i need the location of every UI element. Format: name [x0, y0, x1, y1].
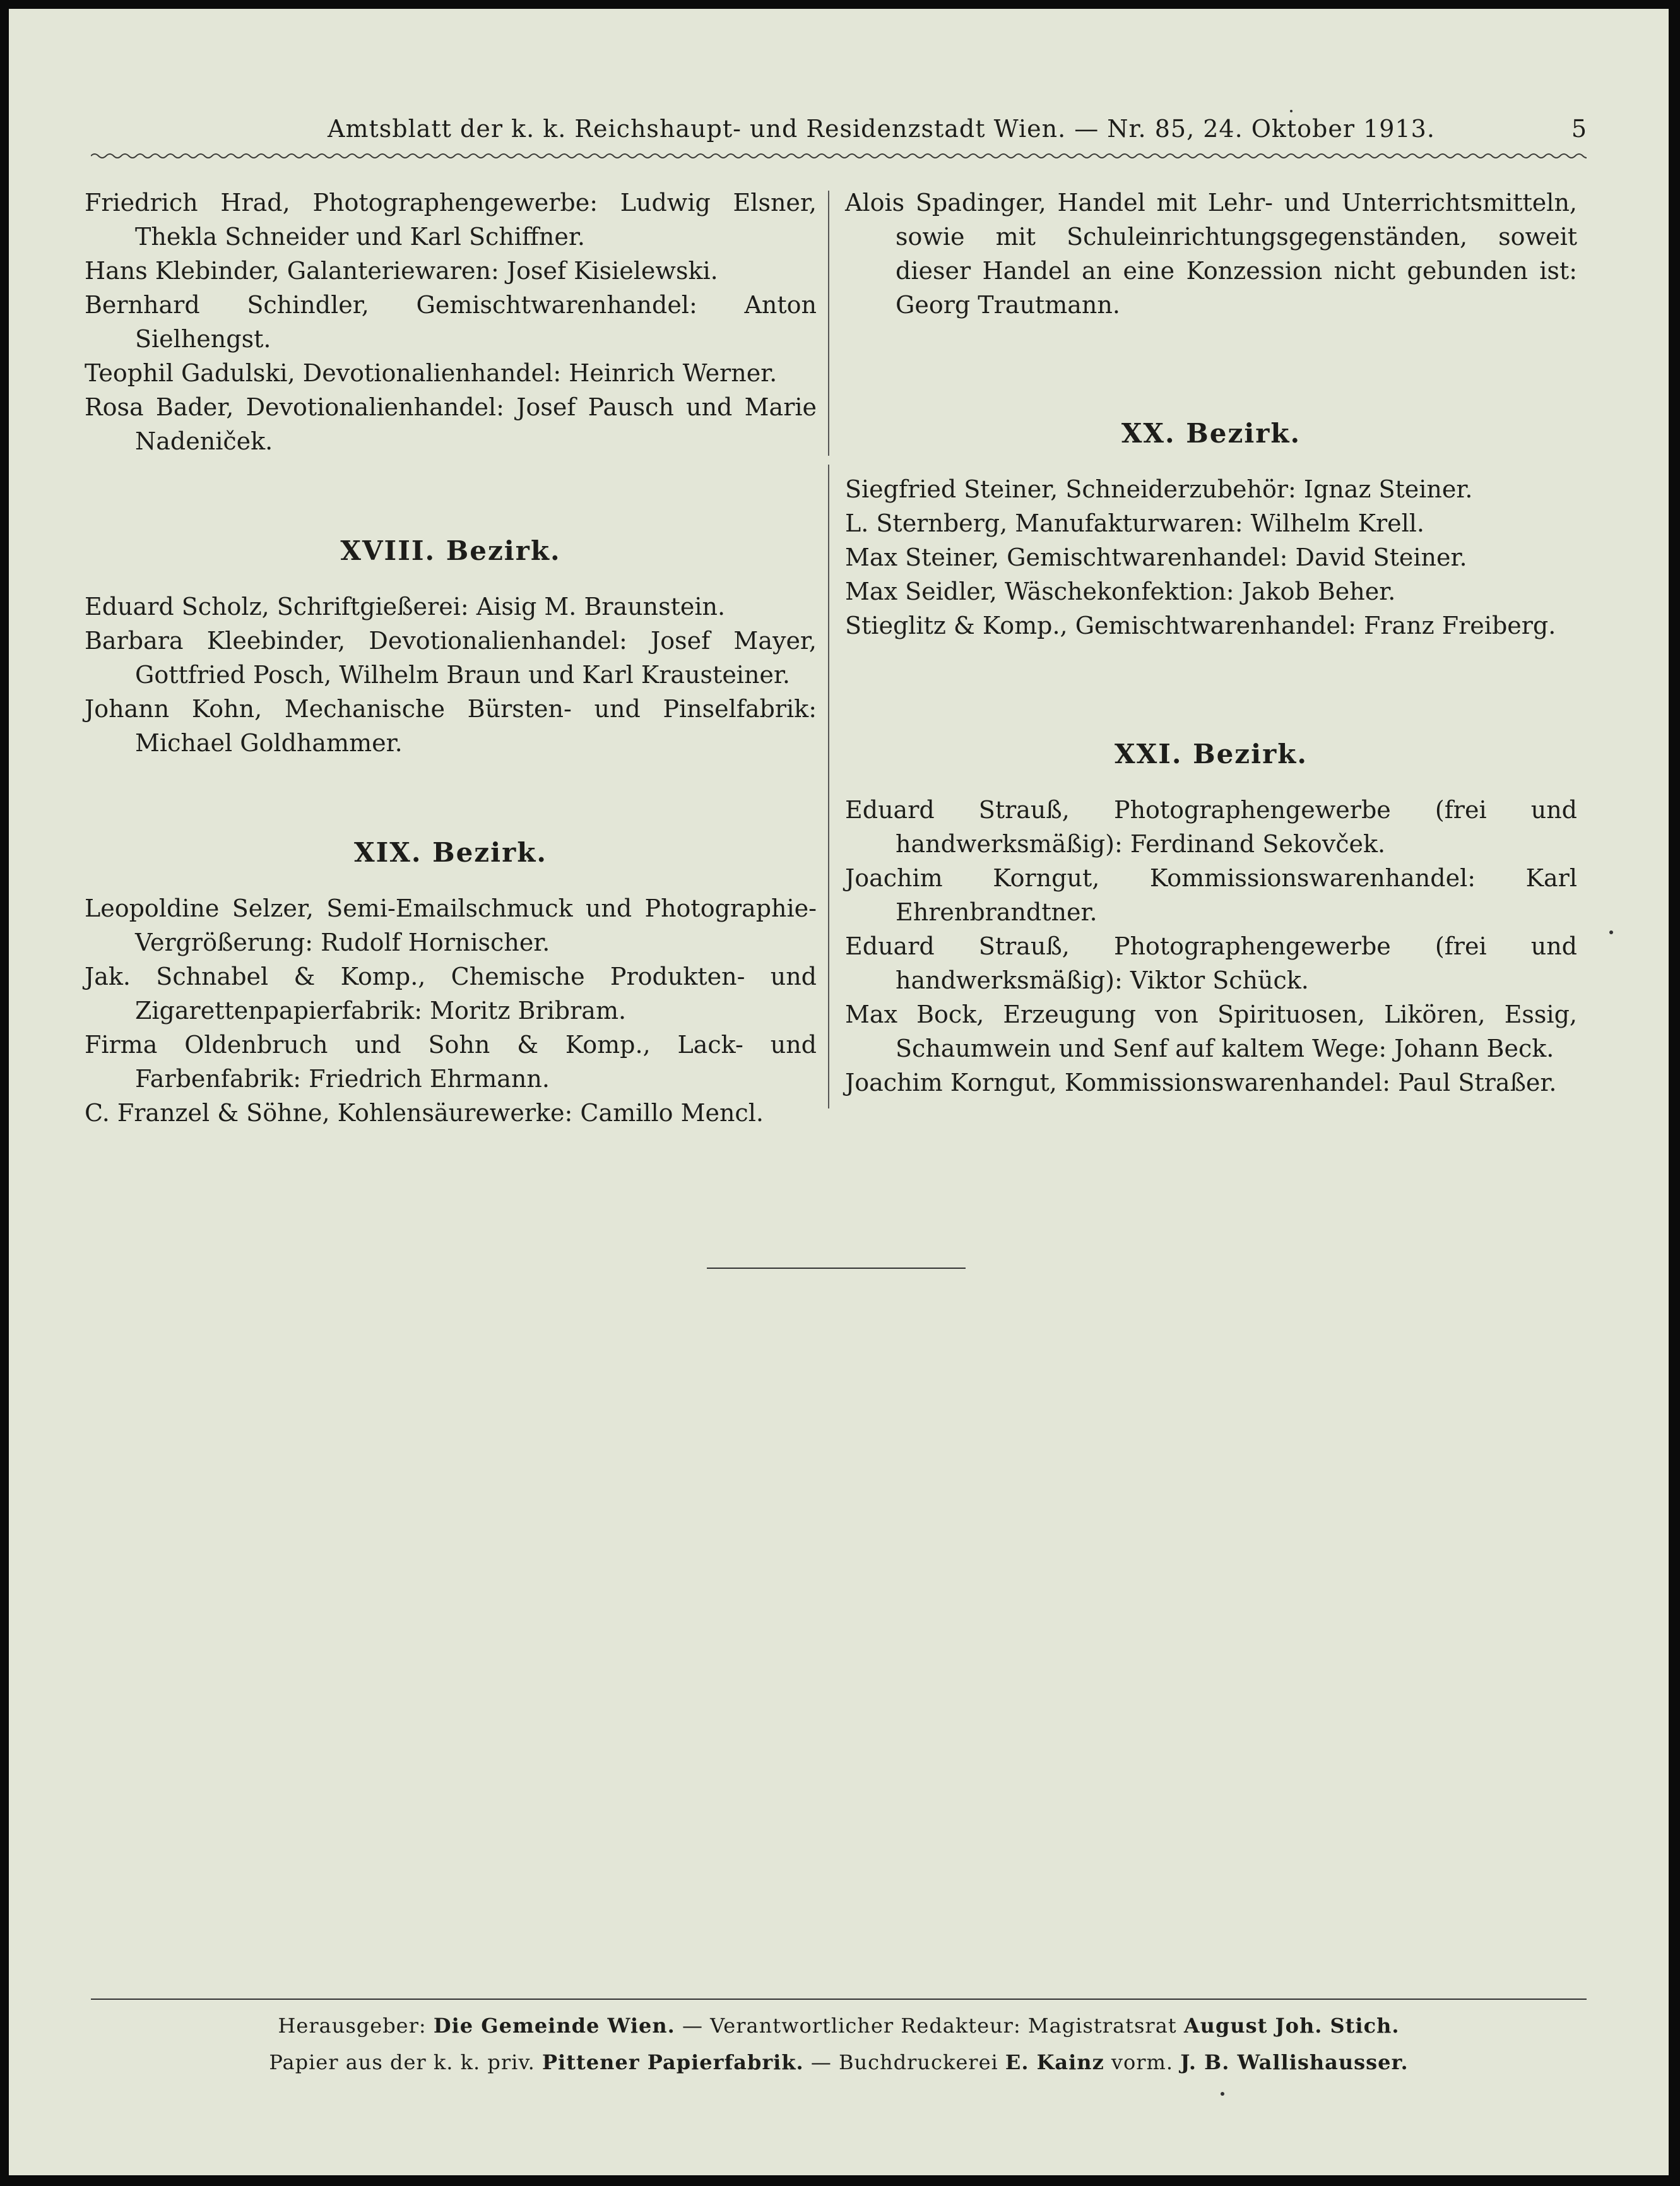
paper-speck [1609, 930, 1613, 934]
list-item: Leopoldine Selzer, Semi-Emailschmuck und Photographie-Vergrößerung: Rudolf Hornischer. [85, 894, 817, 956]
footer-line-1 [9, 2014, 1669, 2038]
column-divider-upper [828, 191, 829, 456]
list-item: C. Franzel & Söhne, Kohlensäurewerke: Camillo Mencl. [85, 1099, 764, 1127]
list-item: Siegfried Steiner, Schneiderzubehör: Ignaz Steiner. [845, 475, 1473, 503]
footer-printer-former: J. B. Wallishausser. [1180, 2050, 1409, 2074]
list-item: Eduard Scholz, Schriftgießerei: Aisig M. Braunstein. [85, 593, 726, 621]
paper-speck [1221, 2092, 1224, 2096]
header-wavy-rule [91, 151, 1587, 160]
column-divider-lower [828, 465, 829, 1108]
header-title: Amtsblatt der k. k. Reichshaupt- und Residenzstadt Wien. — Nr. 85, 24. Oktober 1913. [328, 115, 1435, 143]
list-item: Eduard Strauß, Photographengewerbe (frei und handwerksmäßig): Viktor Schück. [845, 932, 1577, 994]
list-item: Friedrich Hrad, Photographengewerbe: Ludwig Elsner, Thekla Schneider und Karl Schiffner. [85, 189, 817, 251]
right-column [845, 186, 1577, 1100]
list-item: Joachim Korngut, Kommissionswarenhandel: Karl Ehrenbrandtner. [845, 864, 1577, 926]
footer-publisher: Die Gemeinde Wien. [433, 2014, 675, 2038]
paper-speck [1290, 110, 1293, 112]
list-item: Eduard Strauß, Photographengewerbe (frei und handwerksmäßig): Ferdinand Sekovček. [845, 796, 1577, 858]
page-number: 5 [1571, 115, 1587, 143]
district-heading-19: XIX. Bezirk. [354, 837, 547, 868]
footer-text: Herausgeber: [278, 2014, 434, 2038]
footer-text: — Buchdruckerei [803, 2050, 1005, 2074]
footer-paper-mill: Pittener Papierfabrik. [541, 2050, 804, 2074]
footer-text: — Verantwortlicher Redakteur: Magistratsrat [675, 2014, 1184, 2038]
list-item: Stieglitz & Komp., Gemischtwarenhandel: Franz Freiberg. [845, 612, 1556, 639]
list-item: Johann Kohn, Mechanische Bürsten- und Pinselfabrik: Michael Goldhammer. [85, 695, 817, 757]
running-header [91, 115, 1587, 153]
footer-editor: August Joh. Stich. [1183, 2014, 1400, 2038]
end-rule [707, 1268, 966, 1269]
list-item: Max Bock, Erzeugung von Spirituosen, Likören, Essig, Schaumwein und Senf auf kaltem Wege: Johann Beck. [845, 1001, 1577, 1062]
page [9, 9, 1669, 2175]
list-item: Max Seidler, Wäschekonfektion: Jakob Beher. [845, 578, 1396, 605]
footer-text: Papier aus der k. k. priv. [269, 2050, 542, 2074]
list-item: Alois Spadinger, Handel mit Lehr- und Unterrichtsmitteln, sowie mit Schuleinrichtungsgegenständen, soweit dieser Handel an eine Konzession nicht gebunden ist: Georg Trautmann. [845, 189, 1577, 319]
list-item: Firma Oldenbruch und Sohn & Komp., Lack- und Farbenfabrik: Friedrich Ehrmann. [85, 1031, 817, 1093]
district-heading-21: XXI. Bezirk. [1115, 739, 1308, 769]
list-item: Rosa Bader, Devotionalienhandel: Josef Pausch und Marie Nadeniček. [85, 393, 817, 455]
list-item: Max Steiner, Gemischtwarenhandel: David Steiner. [845, 544, 1467, 571]
list-item: Bernhard Schindler, Gemischtwarenhandel: Anton Sielhengst. [85, 291, 817, 353]
list-item: L. Sternberg, Manufakturwaren: Wilhelm Krell. [845, 509, 1424, 537]
list-item: Barbara Kleebinder, Devotionalienhandel: Josef Mayer, Gottfried Posch, Wilhelm Braun und Karl Krausteiner. [85, 627, 817, 689]
district-heading-18: XVIII. Bezirk. [340, 535, 561, 566]
district-heading-20: XX. Bezirk. [1121, 418, 1301, 449]
footer-rule [91, 1999, 1587, 2000]
footer-printer: E. Kainz [1005, 2050, 1104, 2074]
list-item: Jak. Schnabel & Komp., Chemische Produkten- und Zigarettenpapierfabrik: Moritz Bribram. [85, 963, 817, 1025]
left-column [85, 186, 817, 1130]
list-item: Hans Klebinder, Galanteriewaren: Josef Kisielewski. [85, 257, 718, 285]
list-item: Teophil Gadulski, Devotionalienhandel: Heinrich Werner. [85, 359, 778, 387]
footer-text: vorm. [1104, 2050, 1181, 2074]
footer-line-2 [9, 2050, 1669, 2074]
list-item: Joachim Korngut, Kommissionswarenhandel: Paul Straßer. [845, 1069, 1557, 1096]
